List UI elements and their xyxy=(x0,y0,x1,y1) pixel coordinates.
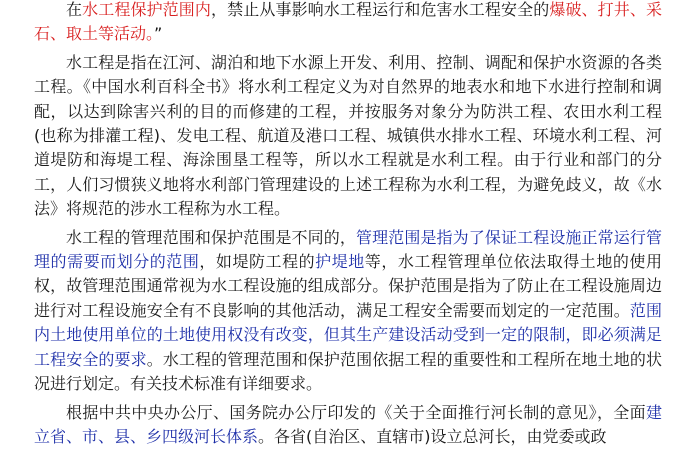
text-segment: 水工程是指在江河、湖泊和地下水源上开发、利用、控制、调配和保护水资源的各类工程。《中国水利百科全书》将水利工程定义为对自然界的地表水和地下水进行控制和调配，以达到除害兴利的目的而修建的工程，并按服务对象分为防洪工程、农田水利工程(也称为排灌工程)、发电工程、航道及港口工程、城镇供水排水工程、环境水利工程、河道堤防和海堤工程、海涂围垦工程等，所以水工程就是水利工程。由于行业和部门的分工，人们习惯狭义地将水利部门管理建设的上述工程称为水利工程，为避免歧义，故《水法》将规范的涉水工程称为水工程。 xyxy=(34,52,662,219)
text-segment: 。各省(自治区、直辖市)设立总河长，由党委或政 xyxy=(258,426,607,446)
paragraph-river-chief-system xyxy=(34,401,662,450)
paragraph-management-vs-protection xyxy=(34,226,662,397)
text-segment: 等，水工程管理单位依法取得土地的使用权，故管理范围通常视为水工程设施的组成部分。保护范围是指为了防止在工程设施周边进行对工程设施安全有不良影响的其他活动，满足工程安全需要而划定的一定范围。 xyxy=(34,252,662,320)
closing-quote: ” xyxy=(154,24,163,44)
highlight-protection-range: 水工程保护范围内 xyxy=(82,0,212,19)
text-segment: ，如堤防工程的 xyxy=(199,252,316,272)
text-segment: 。水工程的管理范围和保护范围依据工程的重要性和工程所在地土地的状况进行划定。有关技术标准有详细要求。 xyxy=(34,349,662,394)
paragraph-protection-range xyxy=(34,0,662,47)
text-segment: 水工程的管理范围和保护范围是不同的， xyxy=(66,227,356,247)
highlight-four-level-river-chief: 建立省、市、县、乡四级河长体系 xyxy=(34,402,662,446)
highlight-prohibited-activities: 爆破、打井、采石、取土等活动。 xyxy=(34,0,662,44)
highlight-land-use-restriction: 范围内土地使用单位的土地使用权没有改变，但其生产建设活动受到一定的限制，即必须满足工程安全的要求 xyxy=(34,300,662,369)
text-segment: 在 xyxy=(66,0,83,19)
text-segment: 根据中共中央办公厅、国务院办公厅印发的《关于全面推行河长制的意见》，全面 xyxy=(66,402,646,422)
paragraph-water-engineering-definition xyxy=(34,51,662,222)
document-body xyxy=(34,0,662,449)
text-segment: ，禁止从事影响水工程运行和危害水工程安全的 xyxy=(211,0,550,19)
highlight-embankment-land: 护堤地 xyxy=(315,252,365,272)
highlight-management-range-definition: 管理范围是指为了保证工程设施正常运行管理的需要而划分的范围 xyxy=(34,227,662,272)
